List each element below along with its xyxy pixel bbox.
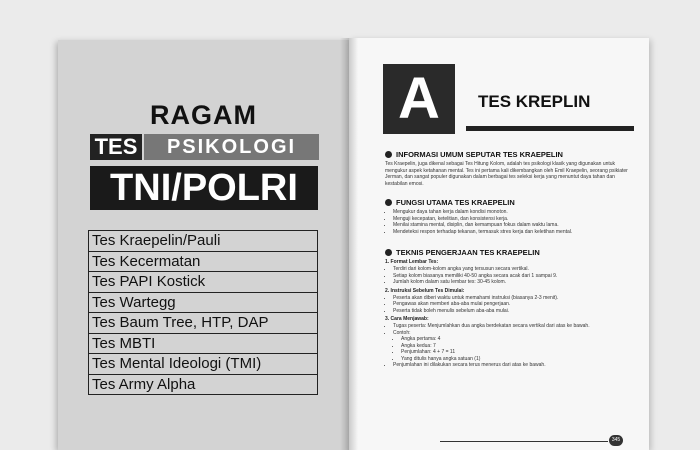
bullet-icon: [385, 199, 392, 206]
footer-rule: [440, 441, 608, 442]
section-heading: [385, 248, 635, 257]
list-item: • Penjumlahan: 4 + 7 = 11: [401, 349, 635, 356]
section-body: Tes Kraepelin, juga dikenal sebagai Tes Hitung Kolom, adalah tes psikologi klasik yang digunakan untuk mengukur aspek ketahanan mental. Tes ini pertama kali dikembangkan oleh Emil Kraepelin, seorang psikiater Jerman, dan sangat populer digunakan dalam berbagai tes seleksi kerja yang menuntut daya tahan dan kestabilan emosi.: [385, 161, 628, 187]
list-item: • Menguji kecepatan, ketelitian, dan konsistensi kerja.: [393, 216, 635, 223]
list-item: • Angka kedua: 7: [401, 343, 635, 350]
test-list-item: Tes Mental Ideologi (TMI): [88, 354, 318, 375]
section-heading-text: FUNGSI UTAMA TES KRAEPELIN: [396, 198, 515, 207]
section-fungsi: [385, 198, 635, 235]
list-item: • Mengukur daya tahan kerja dalam kondisi monoton.: [393, 209, 635, 216]
section-heading: [385, 198, 635, 207]
list-item: • Angka pertama: 4: [401, 336, 635, 343]
list-item: • Terdiri dari kolom-kolom angka yang tersusun secara vertikal.: [393, 266, 635, 273]
instruksi-list: [385, 295, 635, 315]
cover-title-tni-polri: TNI/POLRI: [90, 166, 318, 210]
sub-heading: 2. Instruksi Sebelum Tes Dimulai:: [385, 287, 465, 294]
cover-title-ragam: RAGAM: [150, 100, 257, 130]
test-list-item: Tes Army Alpha: [88, 375, 318, 396]
list-item: • Contoh:: [393, 330, 635, 337]
section-teknis: [385, 248, 635, 369]
list-item: • Setiap kolom biasanya memiliki 40-50 angka secara acak dari 1 sampai 9.: [393, 273, 635, 280]
chapter-letter: A: [383, 64, 455, 134]
test-list: [88, 230, 318, 395]
page-number: 345: [609, 435, 623, 446]
book-gutter: [340, 38, 358, 450]
section-heading: [385, 150, 635, 159]
section-heading-text: INFORMASI UMUM SEPUTAR TES KRAEPELIN: [396, 150, 563, 159]
test-list-item: Tes Kecermatan: [88, 252, 318, 273]
list-item: • Menilai stamina mental, disiplin, dan kemampuan fokus dalam waktu lama.: [393, 222, 635, 229]
list-item: • Penjumlahan ini dilakukan secara terus menerus dari atas ke bawah.: [393, 362, 635, 369]
test-list-item: Tes PAPI Kostick: [88, 272, 318, 293]
list-item: • Yang ditulis hanya angka satuan (1): [401, 356, 635, 363]
test-list-item: Tes Kraepelin/Pauli: [88, 231, 318, 252]
cover-title-psikologi: PSIKOLOGI: [144, 134, 319, 160]
fungsi-list: [385, 209, 635, 235]
bullet-icon: [385, 249, 392, 256]
list-item: • Jumlah kolom dalam satu lembar tes: 30-45 kolom.: [393, 279, 635, 286]
cara-list: [385, 323, 635, 369]
bullet-icon: [385, 151, 392, 158]
list-item: • Tugas peserta: Menjumlahkan dua angka berdekatan secara vertikal dari atas ke bawah.: [393, 323, 635, 330]
sub-heading: 3. Cara Menjawab:: [385, 316, 429, 322]
list-item: • Mendeteksi respon terhadap tekanan, termasuk stres kerja dan keletihan mental.: [393, 229, 635, 236]
section-heading-text: TEKNIS PENGERJAAN TES KRAEPELIN: [396, 248, 540, 257]
sub-heading: 1. Format Lembar Tes:: [385, 259, 439, 265]
list-item: • Peserta akan diberi waktu untuk memahami instruksi (biasanya 2-3 menit).: [393, 295, 635, 302]
list-item: • Pengawas akan memberi aba-aba mulai pengerjaan.: [393, 301, 635, 308]
cover-title-tes: TES: [90, 134, 142, 160]
test-list-item: Tes Wartegg: [88, 293, 318, 314]
test-list-item: Tes MBTI: [88, 334, 318, 355]
section-informasi: [385, 150, 635, 187]
format-list: [385, 266, 635, 286]
test-list-item: Tes Baum Tree, HTP, DAP: [88, 313, 318, 334]
title-underline: [466, 126, 634, 131]
list-item: • Peserta tidak boleh menulis sebelum aba-aba mulai.: [393, 308, 635, 315]
chapter-title: TES KREPLIN: [478, 92, 591, 111]
